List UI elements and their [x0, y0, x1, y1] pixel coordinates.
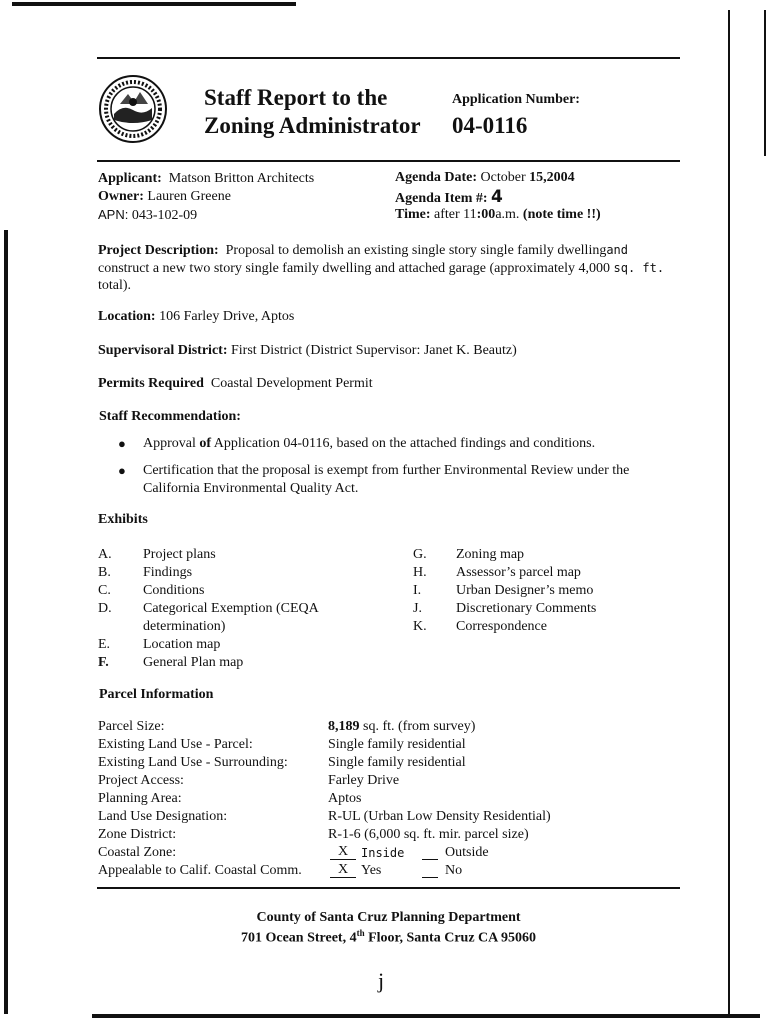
scan-edge-bottom — [92, 1014, 760, 1018]
parcel-row-label: Land Use Designation: — [98, 809, 228, 824]
parcel-row-value: Aptos — [328, 791, 362, 806]
owner-value: Lauren Greene — [147, 189, 231, 204]
report-title-line1: Staff Report to the — [204, 85, 388, 110]
time-post: a.m. — [495, 207, 520, 222]
location-line — [98, 308, 294, 326]
rec1-post: Application 04-0116, based on the attached findings and conditions. — [213, 436, 596, 451]
apn-line — [98, 206, 197, 225]
agenda-date-line — [395, 169, 575, 187]
exhibits-heading: Exhibits — [98, 512, 148, 527]
agenda-item-value: 4 — [491, 187, 503, 207]
rec1-bold: of — [199, 436, 212, 451]
exhibit-letter: D. — [98, 601, 112, 616]
recommendation-heading: Staff Recommendation: — [99, 409, 241, 424]
permits-value: Coastal Development Permit — [210, 376, 373, 391]
parcel-heading: Parcel Information — [99, 687, 214, 702]
recommendation-item2-line1: Certification that the proposal is exempt from further Environmental Review under the — [143, 463, 630, 478]
parcel-size-bold: 8,189 — [328, 719, 360, 734]
parcel-row-label: Existing Land Use - Parcel: — [98, 737, 253, 752]
report-title — [204, 84, 421, 140]
appealable-x: X — [330, 862, 356, 878]
exhibit-item — [98, 600, 112, 618]
parcel-row-value: Farley Drive — [328, 773, 400, 788]
parcel-row-label: Parcel Size: — [98, 719, 165, 734]
owner-label: Owner: — [98, 189, 144, 204]
exhibit-item — [98, 582, 111, 600]
project-label: Project Description: — [98, 243, 219, 258]
recommendation-item1 — [143, 435, 595, 453]
exhibit-text: Findings — [143, 565, 193, 580]
parcel-row-label: Zone District: — [98, 827, 177, 842]
scan-edge-top — [12, 2, 296, 6]
agenda-item-line — [395, 188, 503, 208]
exhibit-letter: H. — [413, 565, 427, 580]
coastal-zone-label: Coastal Zone: — [98, 845, 177, 860]
location-value: 106 Farley Drive, Aptos — [159, 309, 295, 324]
exhibit-text: Project plans — [143, 547, 216, 562]
location-label: Location: — [98, 309, 156, 324]
coastal-outside-blank — [422, 844, 438, 860]
exhibit-letter: K. — [413, 619, 427, 634]
recommendation-item2-line2: California Environmental Quality Act. — [143, 481, 359, 496]
coastal-outside-label: Outside — [445, 845, 489, 860]
project-text1-end: and — [606, 243, 629, 257]
appealable-yes-label: Yes — [361, 863, 382, 878]
exhibit-letter: B. — [98, 565, 111, 580]
exhibit-text: Assessor’s parcel map — [456, 565, 581, 580]
time-note: (note time !!) — [522, 207, 601, 222]
parcel-row-value: Single family residential — [328, 737, 466, 752]
coastal-zone-x: X — [330, 844, 356, 860]
scan-edge-right — [728, 10, 730, 1018]
footer-address-sup: th — [356, 928, 365, 938]
footer-address-pre: 701 Ocean Street, 4 — [240, 930, 357, 946]
exhibit-letter: I. — [413, 583, 422, 598]
scan-edge-right-outer — [764, 10, 766, 156]
project-line1 — [98, 241, 628, 260]
application-number-label: Application Number: — [452, 92, 580, 107]
parcel-row-label: Project Access: — [98, 773, 184, 788]
permits-line — [98, 375, 373, 393]
applicant-label: Applicant: — [98, 171, 162, 186]
exhibit-item — [98, 654, 109, 672]
exhibit-letter: A. — [98, 547, 112, 562]
owner-line — [98, 188, 231, 206]
header-top-rule — [97, 57, 680, 59]
footer-rule — [97, 887, 680, 889]
district-label: Supervisoral District: — [98, 343, 228, 358]
exhibit-letter: G. — [413, 547, 427, 562]
time-label: Time: — [395, 207, 431, 222]
parcel-row-label: Existing Land Use - Surrounding: — [98, 755, 288, 770]
exhibit-item — [98, 636, 110, 654]
application-number: 04-0116 — [452, 113, 528, 138]
applicant-line — [98, 170, 314, 188]
page-mark: j — [378, 968, 385, 993]
time-bold: :00 — [476, 207, 496, 222]
exhibit-text: Correspondence — [456, 619, 547, 634]
footer-address-post: Floor, Santa Cruz CA 95060 — [364, 930, 536, 946]
parcel-row-label: Planning Area: — [98, 791, 182, 806]
footer-address — [97, 928, 680, 947]
agenda-date-label: Agenda Date: — [395, 170, 478, 185]
permits-label: Permits Required — [98, 376, 204, 391]
exhibit-letter: J. — [413, 601, 422, 616]
parcel-row-value — [328, 718, 475, 736]
parcel-size-text: sq. ft. (from survey) — [363, 719, 476, 734]
project-text2: construct a new two story single family dwelling and attached garage (approximately 4,000 — [98, 261, 611, 276]
exhibit-text: Urban Designer’s memo — [456, 583, 594, 598]
exhibit-text: Conditions — [143, 583, 205, 598]
agenda-item-label: Agenda Item #: — [395, 191, 488, 206]
bullet-icon: ● — [118, 436, 126, 451]
header-bottom-rule — [97, 160, 680, 162]
exhibit-text: General Plan map — [143, 655, 244, 670]
coastal-inside-label: Inside — [361, 846, 405, 860]
exhibit-letter: F. — [98, 655, 109, 670]
exhibit-text: Location map — [143, 637, 221, 652]
exhibit-letter: E. — [98, 637, 111, 652]
project-line3 — [98, 277, 131, 295]
appealable-no-label: No — [445, 863, 463, 878]
exhibit-text: Discretionary Comments — [456, 601, 597, 616]
parcel-row-value: R-1-6 (6,000 sq. ft. mir. parcel size) — [328, 827, 529, 842]
project-text3: total). — [98, 278, 132, 293]
appealable-label: Appealable to Calif. Coastal Comm. — [98, 863, 302, 878]
time-line — [395, 206, 601, 224]
exhibit-text: determination) — [143, 619, 226, 634]
district-line — [98, 342, 517, 360]
applicant-value: Matson Britton Architects — [168, 171, 315, 186]
parcel-row-value: R-UL (Urban Low Density Residential) — [328, 809, 551, 824]
apn-label: APN: — [98, 207, 129, 222]
rec1-pre: Approval — [143, 436, 196, 451]
exhibit-letter: C. — [98, 583, 111, 598]
agenda-date-day: 15,2004 — [529, 170, 575, 185]
project-text1: Proposal to demolish an existing single story single family dwelling — [225, 243, 607, 258]
footer-department: County of Santa Cruz Planning Department — [256, 910, 521, 925]
district-value: First District (District Supervisor: Janet K. Beautz) — [230, 343, 517, 358]
report-title-line2: Zoning Administrator — [204, 113, 421, 138]
exhibit-text: Zoning map — [456, 547, 525, 562]
county-seal-logo — [98, 74, 168, 144]
scan-edge-left — [4, 230, 8, 1014]
exhibit-text: Categorical Exemption (CEQA — [143, 601, 319, 616]
agenda-date-month: October — [480, 170, 526, 185]
apn-value: 043-102-09 — [131, 208, 198, 223]
exhibit-item — [98, 546, 112, 564]
bullet-icon: ● — [118, 463, 126, 478]
parcel-row-value: Single family residential — [328, 755, 466, 770]
appealable-no-blank — [422, 862, 438, 878]
project-text2-end: sq. ft. — [613, 261, 665, 275]
project-line2 — [98, 259, 664, 278]
time-pre: after 11 — [434, 207, 477, 222]
exhibit-item — [98, 564, 111, 582]
